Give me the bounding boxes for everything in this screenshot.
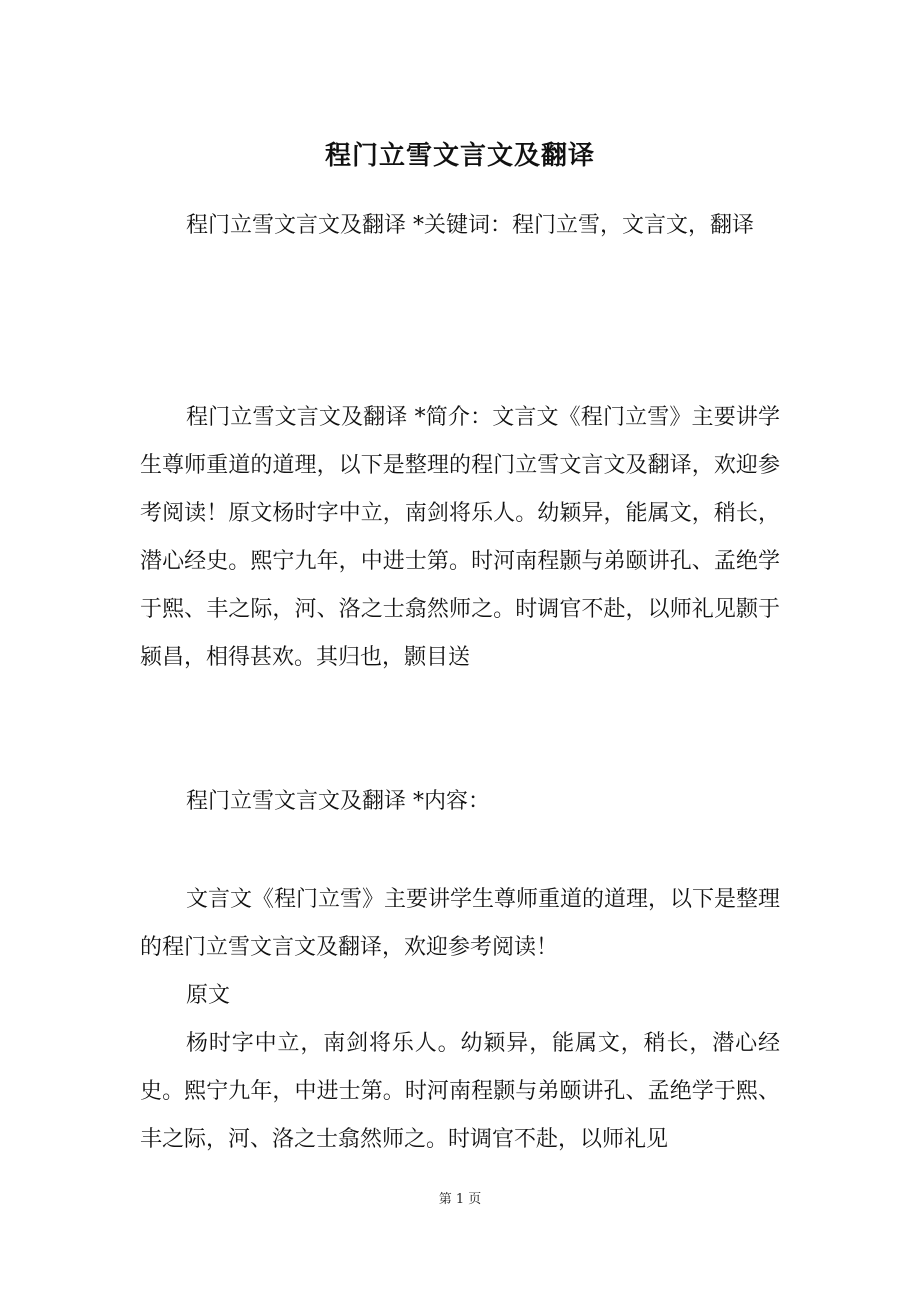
keywords-paragraph: 程门立雪文言文及翻译 *关键词：程门立雪，文言文，翻译: [186, 213, 754, 238]
intro-paragraph: 文言文《程门立雪》主要讲学生尊师重道的道理，以下是整理的程门立雪文言文及翻译，欢迎参考阅读！: [140, 887, 781, 960]
content-label-paragraph: 程门立雪文言文及翻译 *内容：: [186, 789, 490, 814]
summary-paragraph: 程门立雪文言文及翻译 *简介：文言文《程门立雪》主要讲学生尊师重道的道理，以下是整理的程门立雪文言文及翻译，欢迎参考阅读！原文杨时字中立，南剑将乐人。幼颖异，能属文，稍长，潜心经史。熙宁九年，中进士第。时河南程颢与弟颐讲孔、孟绝学于熙、丰之际，河、洛之士翕然师之。时调官不赴，以师礼见颢于颍昌，相得甚欢。其归也，颢目送: [140, 405, 780, 670]
original-text-paragraph: 杨时字中立，南剑将乐人。幼颖异，能属文，稍长，潜心经史。熙宁九年，中进士第。时河南程颢与弟颐讲孔、孟绝学于熙、丰之际，河、洛之士翕然师之。时调官不赴，以师礼见: [140, 1031, 780, 1152]
page-number-footer: 第 1 页: [438, 1192, 482, 1207]
document-title: 程门立雪文言文及翻译: [324, 141, 595, 171]
original-text-heading: 原文: [186, 983, 231, 1008]
